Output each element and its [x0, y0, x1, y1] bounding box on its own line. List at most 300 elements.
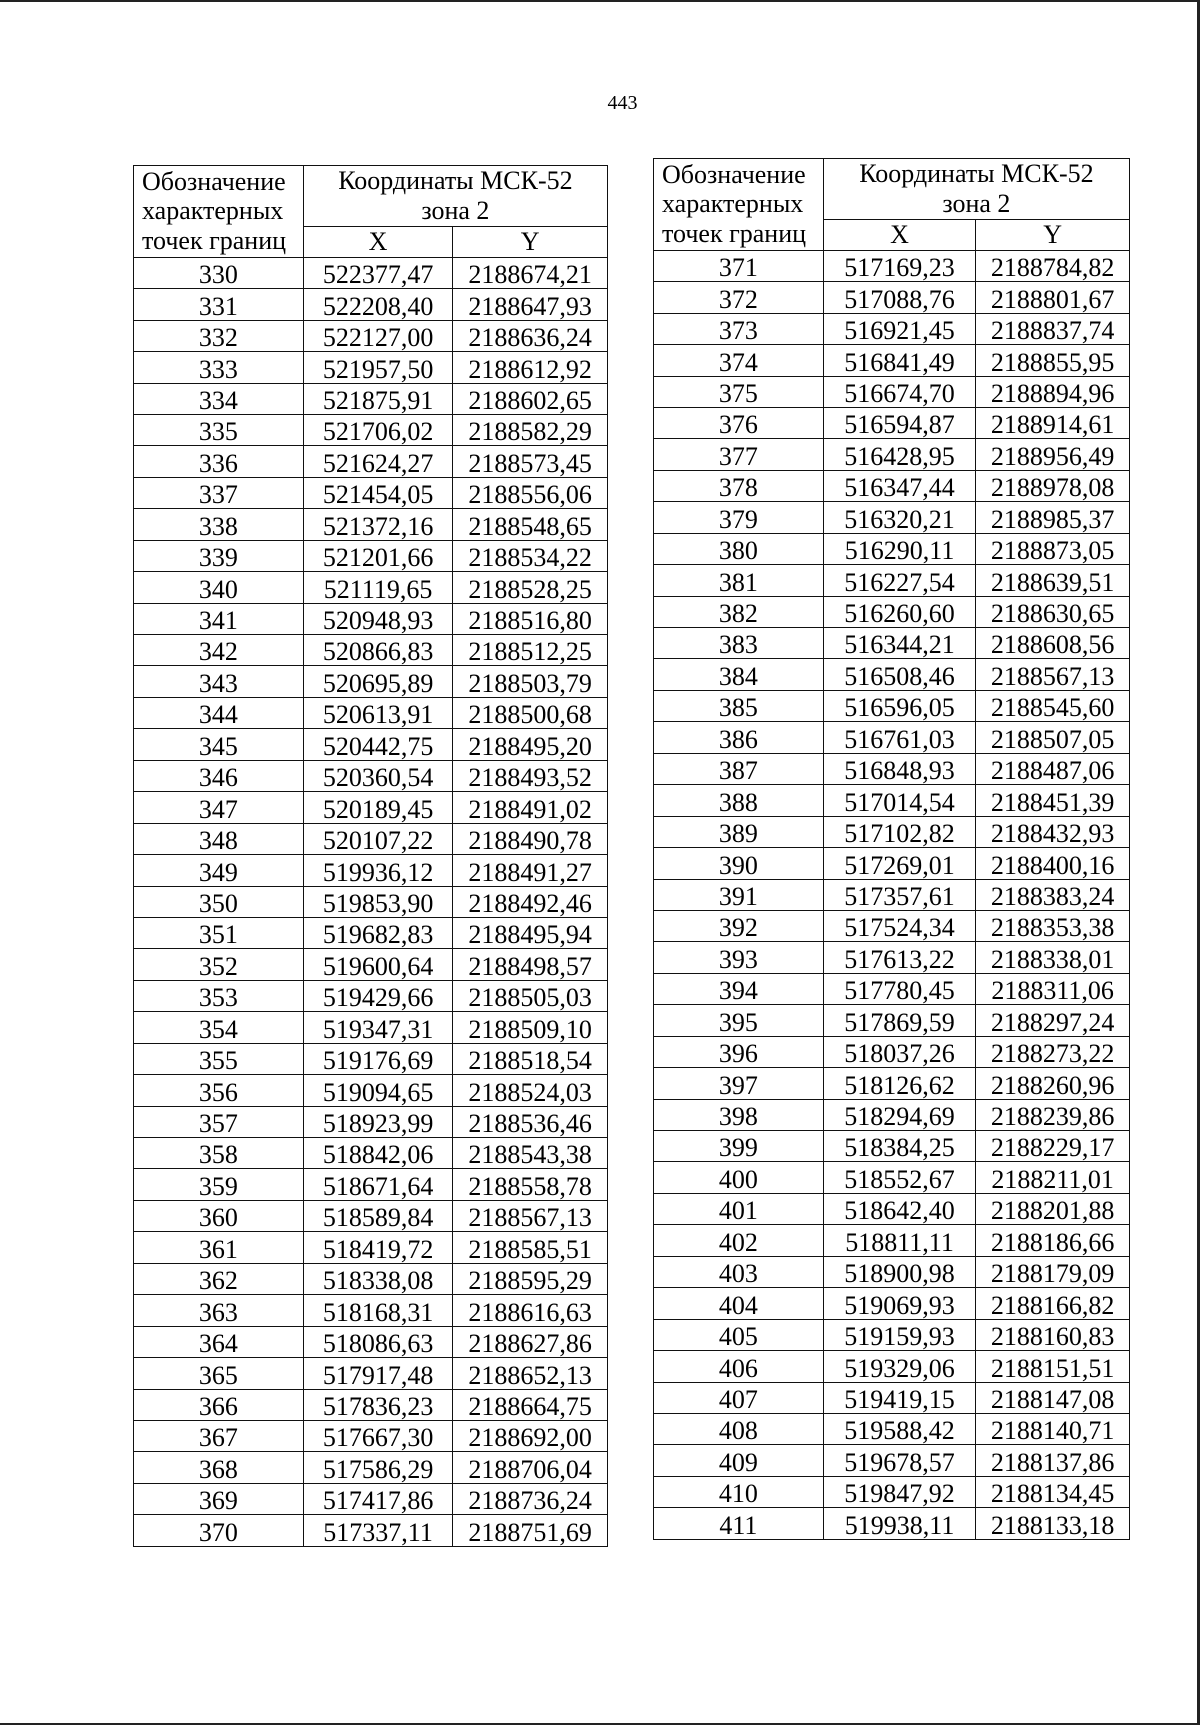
y-coordinate-cell: 2188914,61 — [976, 407, 1130, 438]
table-row — [134, 257, 608, 288]
point-number-cell: 407 — [654, 1382, 824, 1413]
x-coordinate-cell: 517869,59 — [823, 1005, 976, 1036]
x-coordinate-cell: 517836,23 — [303, 1389, 453, 1420]
point-designation-label-line1: Обозначение — [142, 166, 286, 196]
x-coordinate-cell: 518811,11 — [823, 1225, 976, 1256]
x-coordinate-cell: 520948,93 — [303, 603, 453, 634]
point-number-cell: 359 — [134, 1169, 304, 1200]
x-coordinate-cell: 517269,01 — [823, 848, 976, 879]
x-coordinate-cell: 519094,65 — [303, 1075, 453, 1106]
table-row — [654, 1382, 1130, 1413]
table-row — [134, 980, 608, 1011]
x-coordinate-cell: 519069,93 — [823, 1288, 976, 1319]
y-coordinate-cell: 2188837,74 — [976, 313, 1130, 344]
y-coordinate-cell: 2188582,29 — [453, 414, 608, 445]
table-row — [654, 1413, 1130, 1444]
x-coordinate-cell: 518168,31 — [303, 1295, 453, 1326]
y-coordinate-cell: 2188706,04 — [453, 1452, 608, 1483]
y-coordinate-cell: 2188140,71 — [976, 1413, 1130, 1444]
point-number-cell: 349 — [134, 855, 304, 886]
y-coordinate-cell: 2188674,21 — [453, 257, 608, 288]
y-coordinate-cell: 2188595,29 — [453, 1263, 608, 1294]
y-coordinate-cell: 2188491,27 — [453, 855, 608, 886]
point-number-cell: 376 — [654, 407, 824, 438]
point-number-cell: 409 — [654, 1445, 824, 1476]
table-row — [654, 596, 1130, 627]
point-number-cell: 395 — [654, 1005, 824, 1036]
y-coordinate-cell: 2188647,93 — [453, 289, 608, 320]
x-coordinate-cell: 518086,63 — [303, 1326, 453, 1357]
table-row — [134, 1232, 608, 1263]
point-number-cell: 386 — [654, 722, 824, 753]
table-row — [654, 1193, 1130, 1224]
coordinates-system-header — [823, 159, 1129, 220]
x-coordinate-cell: 521372,16 — [303, 509, 453, 540]
table-row — [134, 917, 608, 948]
x-coordinate-cell: 518923,99 — [303, 1106, 453, 1137]
y-coordinate-cell: 2188545,60 — [976, 690, 1130, 721]
coordinates-table-left-body — [134, 257, 608, 1546]
point-number-cell: 389 — [654, 816, 824, 847]
x-coordinate-cell: 516596,05 — [823, 690, 976, 721]
table-row — [654, 282, 1130, 313]
point-designation-header — [134, 166, 304, 258]
x-coordinate-cell: 516347,44 — [823, 470, 976, 501]
y-coordinate-cell: 2188978,08 — [976, 470, 1130, 501]
x-coordinate-cell: 517524,34 — [823, 910, 976, 941]
table-row — [134, 1200, 608, 1231]
point-number-cell: 382 — [654, 596, 824, 627]
point-number-cell: 404 — [654, 1288, 824, 1319]
y-coordinate-cell: 2188630,65 — [976, 596, 1130, 627]
point-number-cell: 362 — [134, 1263, 304, 1294]
table-row — [134, 1138, 608, 1169]
point-number-cell: 361 — [134, 1232, 304, 1263]
y-coordinate-cell: 2188567,13 — [453, 1200, 608, 1231]
x-coordinate-cell: 518126,62 — [823, 1068, 976, 1099]
point-number-cell: 360 — [134, 1200, 304, 1231]
y-coordinate-cell: 2188151,51 — [976, 1351, 1130, 1382]
point-number-cell: 378 — [654, 470, 824, 501]
table-row — [654, 1005, 1130, 1036]
y-coordinate-cell: 2188627,86 — [453, 1326, 608, 1357]
table-row — [134, 1012, 608, 1043]
y-coordinate-cell: 2188507,05 — [976, 722, 1130, 753]
table-row — [134, 760, 608, 791]
table-row — [134, 855, 608, 886]
x-coordinate-cell: 518294,69 — [823, 1099, 976, 1130]
point-number-cell: 375 — [654, 376, 824, 407]
table-row — [654, 848, 1130, 879]
point-number-cell: 365 — [134, 1358, 304, 1389]
y-coordinate-cell: 2188636,24 — [453, 320, 608, 351]
y-coordinate-cell: 2188516,80 — [453, 603, 608, 634]
y-coordinate-cell: 2188260,96 — [976, 1068, 1130, 1099]
y-coordinate-cell: 2188490,78 — [453, 823, 608, 854]
table-row — [654, 785, 1130, 816]
table-row — [654, 407, 1130, 438]
point-designation-label-line1: Обозначение — [662, 159, 806, 189]
point-number-cell: 345 — [134, 729, 304, 760]
table-row — [134, 1043, 608, 1074]
table-row — [654, 753, 1130, 784]
point-number-cell: 397 — [654, 1068, 824, 1099]
x-coordinate-cell: 516344,21 — [823, 628, 976, 659]
point-number-cell: 370 — [134, 1515, 304, 1546]
table-row — [134, 1420, 608, 1451]
table-row — [654, 376, 1130, 407]
table-row — [134, 572, 608, 603]
table-row — [654, 816, 1130, 847]
point-number-cell: 352 — [134, 949, 304, 980]
point-number-cell: 390 — [654, 848, 824, 879]
point-number-cell: 354 — [134, 1012, 304, 1043]
point-number-cell: 369 — [134, 1483, 304, 1514]
y-coordinate-cell: 2188166,82 — [976, 1288, 1130, 1319]
x-coordinate-cell: 517337,11 — [303, 1515, 453, 1546]
x-coordinate-cell: 516841,49 — [823, 345, 976, 376]
table-row — [134, 949, 608, 980]
x-coordinate-cell: 520360,54 — [303, 760, 453, 791]
y-coordinate-cell: 2188558,78 — [453, 1169, 608, 1200]
y-coordinate-cell: 2188509,10 — [453, 1012, 608, 1043]
y-coordinate-cell: 2188608,56 — [976, 628, 1130, 659]
y-coordinate-cell: 2188751,69 — [453, 1515, 608, 1546]
point-number-cell: 344 — [134, 697, 304, 728]
x-coordinate-cell: 518037,26 — [823, 1036, 976, 1067]
x-coordinate-cell: 519419,15 — [823, 1382, 976, 1413]
table-row — [134, 1075, 608, 1106]
x-coordinate-cell: 522377,47 — [303, 257, 453, 288]
y-coordinate-cell: 2188179,09 — [976, 1256, 1130, 1287]
x-coordinate-cell: 519588,42 — [823, 1413, 976, 1444]
x-coordinate-cell: 518642,40 — [823, 1193, 976, 1224]
table-row — [134, 477, 608, 508]
point-number-cell: 331 — [134, 289, 304, 320]
y-coordinate-cell: 2188229,17 — [976, 1131, 1130, 1162]
point-number-cell: 332 — [134, 320, 304, 351]
point-number-cell: 367 — [134, 1420, 304, 1451]
y-coordinate-cell: 2188492,46 — [453, 886, 608, 917]
y-coordinate-cell: 2188160,83 — [976, 1319, 1130, 1350]
y-coordinate-cell: 2188652,13 — [453, 1358, 608, 1389]
x-coordinate-cell: 521201,66 — [303, 540, 453, 571]
point-number-cell: 333 — [134, 352, 304, 383]
point-number-cell: 353 — [134, 980, 304, 1011]
point-number-cell: 402 — [654, 1225, 824, 1256]
point-number-cell: 355 — [134, 1043, 304, 1074]
x-coordinate-cell: 517780,45 — [823, 973, 976, 1004]
point-number-cell: 364 — [134, 1326, 304, 1357]
x-coordinate-cell: 519159,93 — [823, 1319, 976, 1350]
table-row — [654, 1099, 1130, 1130]
table-row — [654, 1476, 1130, 1507]
table-row — [134, 414, 608, 445]
y-coordinate-cell: 2188639,51 — [976, 565, 1130, 596]
point-number-cell: 379 — [654, 502, 824, 533]
x-coordinate-cell: 519847,92 — [823, 1476, 976, 1507]
table-row — [134, 1263, 608, 1294]
table-row — [134, 1515, 608, 1546]
y-coordinate-cell: 2188353,38 — [976, 910, 1130, 941]
y-coordinate-cell: 2188297,24 — [976, 1005, 1130, 1036]
y-coordinate-cell: 2188956,49 — [976, 439, 1130, 470]
y-coordinate-cell: 2188543,38 — [453, 1138, 608, 1169]
point-number-cell: 406 — [654, 1351, 824, 1382]
y-coordinate-cell: 2188692,00 — [453, 1420, 608, 1451]
table-row — [134, 1358, 608, 1389]
y-coordinate-cell: 2188518,54 — [453, 1043, 608, 1074]
x-coordinate-cell: 519429,66 — [303, 980, 453, 1011]
y-coordinate-cell: 2188432,93 — [976, 816, 1130, 847]
table-row — [134, 320, 608, 351]
x-coordinate-cell: 517917,48 — [303, 1358, 453, 1389]
y-coordinate-cell: 2188239,86 — [976, 1099, 1130, 1130]
point-number-cell: 374 — [654, 345, 824, 376]
table-row — [134, 1483, 608, 1514]
table-row — [654, 502, 1130, 533]
table-row — [134, 289, 608, 320]
point-number-cell: 357 — [134, 1106, 304, 1137]
x-column-header: X — [303, 226, 453, 257]
x-coordinate-cell: 516674,70 — [823, 376, 976, 407]
y-coordinate-cell: 2188491,02 — [453, 792, 608, 823]
y-coordinate-cell: 2188500,68 — [453, 697, 608, 728]
y-coordinate-cell: 2188186,66 — [976, 1225, 1130, 1256]
point-designation-label-line3: точек границ — [142, 226, 287, 256]
table-row — [654, 1225, 1130, 1256]
table-row — [134, 446, 608, 477]
x-coordinate-cell: 522208,40 — [303, 289, 453, 320]
table-row — [134, 383, 608, 414]
point-number-cell: 400 — [654, 1162, 824, 1193]
point-number-cell: 398 — [654, 1099, 824, 1130]
x-coordinate-cell: 517357,61 — [823, 879, 976, 910]
y-coordinate-cell: 2188273,22 — [976, 1036, 1130, 1067]
table-row — [654, 1036, 1130, 1067]
table-row — [654, 533, 1130, 564]
x-coordinate-cell: 519853,90 — [303, 886, 453, 917]
table-row — [654, 1508, 1130, 1539]
point-number-cell: 372 — [654, 282, 824, 313]
table-row — [654, 659, 1130, 690]
table-row — [654, 250, 1130, 281]
x-coordinate-cell: 521957,50 — [303, 352, 453, 383]
x-coordinate-cell: 518384,25 — [823, 1131, 976, 1162]
y-coordinate-cell: 2188534,22 — [453, 540, 608, 571]
table-row — [654, 942, 1130, 973]
x-coordinate-cell: 521706,02 — [303, 414, 453, 445]
y-coordinate-cell: 2188495,94 — [453, 917, 608, 948]
x-coordinate-cell: 518671,64 — [303, 1169, 453, 1200]
x-coordinate-cell: 522127,00 — [303, 320, 453, 351]
table-row — [134, 352, 608, 383]
table-row — [134, 666, 608, 697]
point-designation-label-line2: характерных — [662, 189, 804, 219]
point-number-cell: 410 — [654, 1476, 824, 1507]
y-coordinate-cell: 2188602,65 — [453, 383, 608, 414]
y-coordinate-cell: 2188548,65 — [453, 509, 608, 540]
table-row — [654, 910, 1130, 941]
x-coordinate-cell: 516761,03 — [823, 722, 976, 753]
table-row — [654, 1319, 1130, 1350]
point-number-cell: 334 — [134, 383, 304, 414]
y-coordinate-cell: 2188201,88 — [976, 1193, 1130, 1224]
y-coordinate-cell: 2188736,24 — [453, 1483, 608, 1514]
point-number-cell: 363 — [134, 1295, 304, 1326]
y-column-header: Y — [976, 219, 1130, 250]
x-coordinate-cell: 516594,87 — [823, 407, 976, 438]
y-coordinate-cell: 2188400,16 — [976, 848, 1130, 879]
point-number-cell: 383 — [654, 628, 824, 659]
x-coordinate-cell: 516508,46 — [823, 659, 976, 690]
x-coordinate-cell: 517586,29 — [303, 1452, 453, 1483]
x-coordinate-cell: 516428,95 — [823, 439, 976, 470]
point-number-cell: 377 — [654, 439, 824, 470]
x-coordinate-cell: 520613,91 — [303, 697, 453, 728]
point-designation-label-line2: характерных — [142, 196, 284, 226]
table-row — [654, 345, 1130, 376]
x-coordinate-cell: 520866,83 — [303, 635, 453, 666]
x-coordinate-cell: 516260,60 — [823, 596, 976, 627]
y-coordinate-cell: 2188498,57 — [453, 949, 608, 980]
page-number: 443 — [607, 92, 638, 114]
y-coordinate-cell: 2188495,20 — [453, 729, 608, 760]
point-number-cell: 396 — [654, 1036, 824, 1067]
point-number-cell: 391 — [654, 879, 824, 910]
point-number-cell: 371 — [654, 250, 824, 281]
x-coordinate-cell: 519329,06 — [823, 1351, 976, 1382]
point-number-cell: 384 — [654, 659, 824, 690]
table-row — [654, 1288, 1130, 1319]
y-coordinate-cell: 2188985,37 — [976, 502, 1130, 533]
table-row — [134, 1389, 608, 1420]
point-number-cell: 401 — [654, 1193, 824, 1224]
y-coordinate-cell: 2188512,25 — [453, 635, 608, 666]
table-row — [654, 1162, 1130, 1193]
x-coordinate-cell: 516320,21 — [823, 502, 976, 533]
table-row — [654, 973, 1130, 1004]
x-coordinate-cell: 519600,64 — [303, 949, 453, 980]
point-number-cell: 347 — [134, 792, 304, 823]
point-number-cell: 368 — [134, 1452, 304, 1483]
coordinates-table-left — [133, 165, 608, 1547]
table-row — [134, 886, 608, 917]
table-row — [134, 635, 608, 666]
x-coordinate-cell: 520107,22 — [303, 823, 453, 854]
table-row — [134, 1452, 608, 1483]
table-row — [654, 1256, 1130, 1287]
y-coordinate-cell: 2188556,06 — [453, 477, 608, 508]
x-coordinate-cell: 516921,45 — [823, 313, 976, 344]
table-row — [654, 628, 1130, 659]
y-coordinate-cell: 2188585,51 — [453, 1232, 608, 1263]
y-coordinate-cell: 2188873,05 — [976, 533, 1130, 564]
point-number-cell: 393 — [654, 942, 824, 973]
table-row — [654, 313, 1130, 344]
point-number-cell: 350 — [134, 886, 304, 917]
point-number-cell: 380 — [654, 533, 824, 564]
y-coordinate-cell: 2188503,79 — [453, 666, 608, 697]
x-coordinate-cell: 516227,54 — [823, 565, 976, 596]
y-coordinate-cell: 2188147,08 — [976, 1382, 1130, 1413]
point-number-cell: 385 — [654, 690, 824, 721]
point-designation-label-line3: точек границ — [662, 219, 807, 249]
coordinates-system-label-line2: зона 2 — [421, 195, 490, 225]
table-row — [654, 439, 1130, 470]
table-row — [134, 603, 608, 634]
x-coordinate-cell: 518419,72 — [303, 1232, 453, 1263]
y-coordinate-cell: 2188137,86 — [976, 1445, 1130, 1476]
y-coordinate-cell: 2188784,82 — [976, 250, 1130, 281]
table-row — [654, 1068, 1130, 1099]
table-row — [654, 879, 1130, 910]
x-coordinate-cell: 519347,31 — [303, 1012, 453, 1043]
point-number-cell: 335 — [134, 414, 304, 445]
point-number-cell: 373 — [654, 313, 824, 344]
point-number-cell: 403 — [654, 1256, 824, 1287]
y-coordinate-cell: 2188528,25 — [453, 572, 608, 603]
table-row — [134, 1106, 608, 1137]
x-coordinate-cell: 521454,05 — [303, 477, 453, 508]
x-coordinate-cell: 521624,27 — [303, 446, 453, 477]
table-row — [654, 1445, 1130, 1476]
x-coordinate-cell: 521119,65 — [303, 572, 453, 603]
table-row — [134, 697, 608, 728]
point-number-cell: 356 — [134, 1075, 304, 1106]
table-row — [134, 540, 608, 571]
point-designation-header — [654, 159, 824, 251]
y-coordinate-cell: 2188612,92 — [453, 352, 608, 383]
x-coordinate-cell: 517102,82 — [823, 816, 976, 847]
table-row — [134, 729, 608, 760]
y-coordinate-cell: 2188855,95 — [976, 345, 1130, 376]
x-coordinate-cell: 518338,08 — [303, 1263, 453, 1294]
point-number-cell: 405 — [654, 1319, 824, 1350]
x-coordinate-cell: 518589,84 — [303, 1200, 453, 1231]
coordinates-table-right-body — [654, 250, 1130, 1539]
point-number-cell: 392 — [654, 910, 824, 941]
table-row — [134, 823, 608, 854]
y-coordinate-cell: 2188536,46 — [453, 1106, 608, 1137]
point-number-cell: 342 — [134, 635, 304, 666]
point-number-cell: 411 — [654, 1508, 824, 1539]
x-coordinate-cell: 520189,45 — [303, 792, 453, 823]
x-coordinate-cell: 519938,11 — [823, 1508, 976, 1539]
point-number-cell: 348 — [134, 823, 304, 854]
x-column-header: X — [823, 219, 976, 250]
point-number-cell: 339 — [134, 540, 304, 571]
y-coordinate-cell: 2188311,06 — [976, 973, 1130, 1004]
coordinates-system-label-line1: Координаты МСК-52 — [338, 166, 573, 195]
x-coordinate-cell: 517169,23 — [823, 250, 976, 281]
table-row — [654, 565, 1130, 596]
x-coordinate-cell: 519176,69 — [303, 1043, 453, 1074]
x-coordinate-cell: 517417,86 — [303, 1483, 453, 1514]
coordinates-system-label-line1: Координаты МСК-52 — [859, 159, 1094, 188]
y-coordinate-cell: 2188505,03 — [453, 980, 608, 1011]
table-row — [654, 1351, 1130, 1382]
y-coordinate-cell: 2188211,01 — [976, 1162, 1130, 1193]
table-row — [654, 470, 1130, 501]
point-number-cell: 366 — [134, 1389, 304, 1420]
point-number-cell: 346 — [134, 760, 304, 791]
y-coordinate-cell: 2188493,52 — [453, 760, 608, 791]
x-coordinate-cell: 520442,75 — [303, 729, 453, 760]
table-row — [134, 1169, 608, 1200]
x-coordinate-cell: 517088,76 — [823, 282, 976, 313]
point-number-cell: 387 — [654, 753, 824, 784]
